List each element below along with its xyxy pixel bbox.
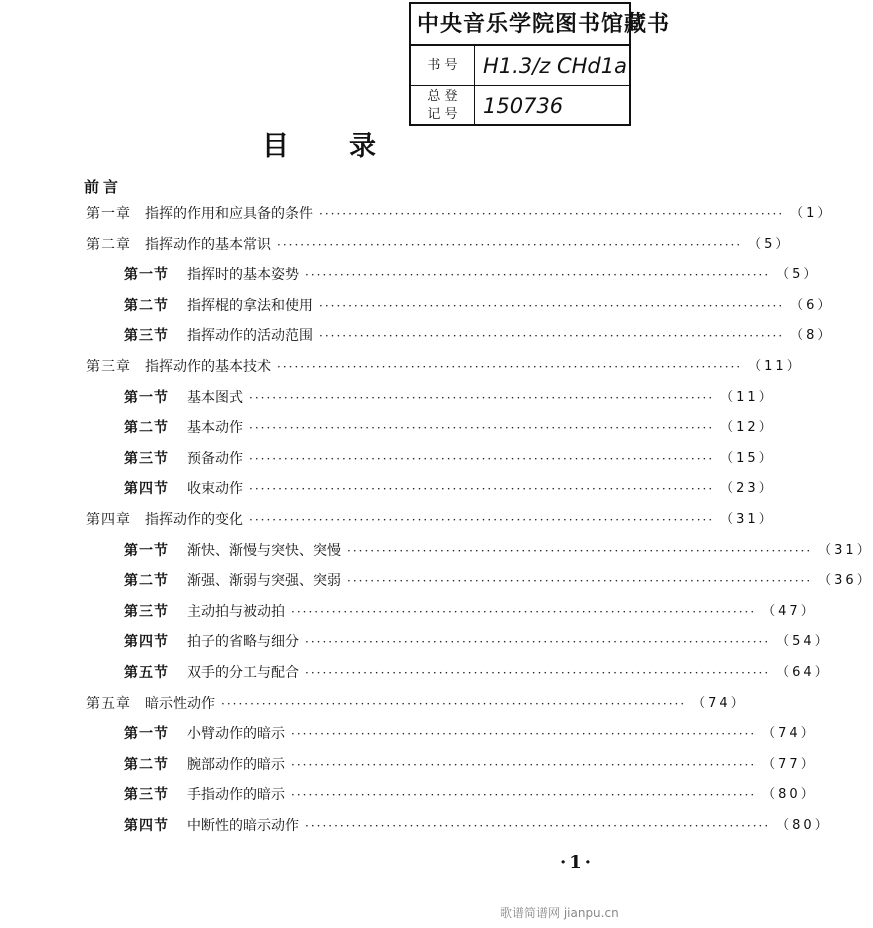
- toc-entry-number: 第三节: [124, 451, 169, 467]
- toc-entry-title: 预备动作: [187, 451, 243, 467]
- toc-entry-title: 主动拍与被动拍: [187, 604, 285, 620]
- stamp-label-registration: 总 登 记 号: [411, 86, 475, 126]
- toc-entry-page: （80）: [776, 818, 831, 833]
- toc-entry-page: （23）: [720, 481, 775, 496]
- toc-entry-number: 第五节: [124, 665, 169, 681]
- toc-entry-title: 指挥的作用和应具备的条件: [145, 206, 313, 222]
- library-stamp: [409, 2, 671, 126]
- toc-entry-page: （36）: [818, 573, 873, 588]
- toc-entry-title: 腕部动作的暗示: [187, 757, 285, 773]
- toc-chapter-row: [86, 203, 834, 225]
- toc-entry-title: 基本图式: [187, 390, 243, 406]
- toc-entry-number: 第一章: [86, 206, 131, 222]
- stamp-value-call-number: H1.3/z CHd1a: [483, 54, 627, 78]
- toc-entry-title: 收束动作: [187, 481, 243, 497]
- toc-entry-page: （11）: [720, 390, 775, 405]
- toc-entry-number: 第一节: [124, 390, 169, 406]
- toc-preface: 前言: [84, 178, 123, 196]
- stamp-row-registration: [411, 86, 629, 126]
- toc-entry-title: 基本动作: [187, 420, 243, 436]
- toc-entry-title: 小臂动作的暗示: [187, 726, 285, 742]
- toc-leader-dots: ················································································: [277, 360, 743, 374]
- toc-entry-number: 第二节: [124, 757, 169, 773]
- toc-leader-dots: ················································································: [249, 482, 715, 496]
- toc-entry-page: （80）: [762, 787, 817, 802]
- toc-entry-number: 第四章: [86, 512, 131, 528]
- toc-leader-dots: ················································································: [249, 391, 715, 405]
- page-title: 目录: [262, 131, 436, 162]
- toc-leader-dots: ················································································: [291, 727, 757, 741]
- toc-entry-page: （64）: [776, 665, 831, 680]
- toc-entry-page: （6）: [790, 298, 834, 313]
- toc-entry-number: 第二节: [124, 298, 169, 314]
- toc-leader-dots: ················································································: [305, 819, 771, 833]
- stamp-title: 中央音乐学院图书馆藏书: [411, 4, 629, 46]
- toc-leader-dots: ················································································: [319, 329, 785, 343]
- toc-section-row: [124, 815, 831, 837]
- toc-entry-number: 第三节: [124, 604, 169, 620]
- toc-entry-title: 指挥动作的变化: [145, 512, 243, 528]
- toc-leader-dots: ················································································: [319, 299, 785, 313]
- toc-entry-title: 暗示性动作: [145, 696, 215, 712]
- toc-entry-page: （74）: [762, 726, 817, 741]
- toc-entry-title: 指挥时的基本姿势: [187, 267, 299, 283]
- toc-leader-dots: ················································································: [305, 635, 771, 649]
- toc-section-row: [124, 264, 820, 286]
- toc-leader-dots: ················································································: [249, 513, 715, 527]
- toc-entry-number: 第三节: [124, 328, 169, 344]
- toc-entry-title: 渐快、渐慢与突快、突慢: [187, 543, 341, 559]
- toc-entry-number: 第一节: [124, 726, 169, 742]
- toc-entry-title: 指挥动作的活动范围: [187, 328, 313, 344]
- toc-section-row: [124, 662, 831, 684]
- toc-leader-dots: ················································································: [319, 207, 785, 221]
- toc-entry-page: （54）: [776, 634, 831, 649]
- toc-entry-title: 手指动作的暗示: [187, 787, 285, 803]
- toc-entry-number: 第二节: [124, 573, 169, 589]
- toc-chapter-row: [86, 356, 803, 378]
- toc-entry-page: （5）: [776, 267, 820, 282]
- toc-entry-title: 指挥动作的基本技术: [145, 359, 271, 375]
- toc-section-row: [124, 601, 817, 623]
- toc-leader-dots: ················································································: [305, 666, 771, 680]
- toc-entry-number: 第三节: [124, 787, 169, 803]
- toc-section-row: [124, 387, 775, 409]
- toc-leader-dots: ················································································: [347, 574, 813, 588]
- toc-leader-dots: ················································································: [249, 452, 715, 466]
- toc-entry-page: （77）: [762, 757, 817, 772]
- toc-chapter-row: [86, 693, 747, 715]
- toc-section-row: [124, 325, 834, 347]
- toc-leader-dots: ················································································: [291, 788, 757, 802]
- toc-entry-number: 第二章: [86, 237, 131, 253]
- toc-entry-number: 第五章: [86, 696, 131, 712]
- toc-entry-title: 指挥棍的拿法和使用: [187, 298, 313, 314]
- toc-leader-dots: ················································································: [277, 238, 743, 252]
- toc-entry-title: 中断性的暗示动作: [187, 818, 299, 834]
- toc-entry-title: 指挥动作的基本常识: [145, 237, 271, 253]
- toc-entry-page: （31）: [818, 543, 873, 558]
- toc-section-row: [124, 448, 775, 470]
- toc-chapter-row: [86, 509, 775, 531]
- toc-chapter-row: [86, 234, 792, 256]
- stamp-label-call-number: 书 号: [411, 46, 475, 85]
- toc-entry-title: 拍子的省略与细分: [187, 634, 299, 650]
- toc-section-row: [124, 540, 873, 562]
- toc-leader-dots: ················································································: [291, 758, 757, 772]
- toc-entry-number: 第一节: [124, 267, 169, 283]
- toc-section-row: [124, 754, 817, 776]
- toc-entry-page: （1）: [790, 206, 834, 221]
- toc-leader-dots: ················································································: [221, 697, 687, 711]
- toc-section-row: [124, 478, 775, 500]
- toc-section-row: [124, 723, 817, 745]
- toc-section-row: [124, 784, 817, 806]
- toc-entry-page: （8）: [790, 328, 834, 343]
- toc-entry-number: 第三章: [86, 359, 131, 375]
- toc-entry-title: 双手的分工与配合: [187, 665, 299, 681]
- toc-entry-page: （74）: [692, 696, 747, 711]
- toc-entry-number: 第四节: [124, 481, 169, 497]
- toc-entry-page: （47）: [762, 604, 817, 619]
- stamp-row-call-number: [411, 46, 629, 86]
- toc-entry-page: （11）: [748, 359, 803, 374]
- toc-section-row: [124, 417, 775, 439]
- toc-entry-number: 第二节: [124, 420, 169, 436]
- toc-entry-number: 第四节: [124, 634, 169, 650]
- toc-leader-dots: ················································································: [249, 421, 715, 435]
- toc-entry-page: （15）: [720, 451, 775, 466]
- toc-section-row: [124, 570, 873, 592]
- page-number: ·1·: [560, 852, 595, 873]
- toc-leader-dots: ················································································: [347, 544, 813, 558]
- toc-entry-page: （12）: [720, 420, 775, 435]
- toc-section-row: [124, 295, 834, 317]
- toc-entry-page: （5）: [748, 237, 792, 252]
- toc-entry-number: 第一节: [124, 543, 169, 559]
- toc-leader-dots: ················································································: [291, 605, 757, 619]
- watermark: 歌谱简谱网 jianpu.cn: [500, 906, 619, 920]
- toc-entry-number: 第四节: [124, 818, 169, 834]
- toc-section-row: [124, 631, 831, 653]
- toc-leader-dots: ················································································: [305, 268, 771, 282]
- stamp-value-registration: 150736: [483, 94, 564, 118]
- toc-entry-title: 渐强、渐弱与突强、突弱: [187, 573, 341, 589]
- toc-entry-page: （31）: [720, 512, 775, 527]
